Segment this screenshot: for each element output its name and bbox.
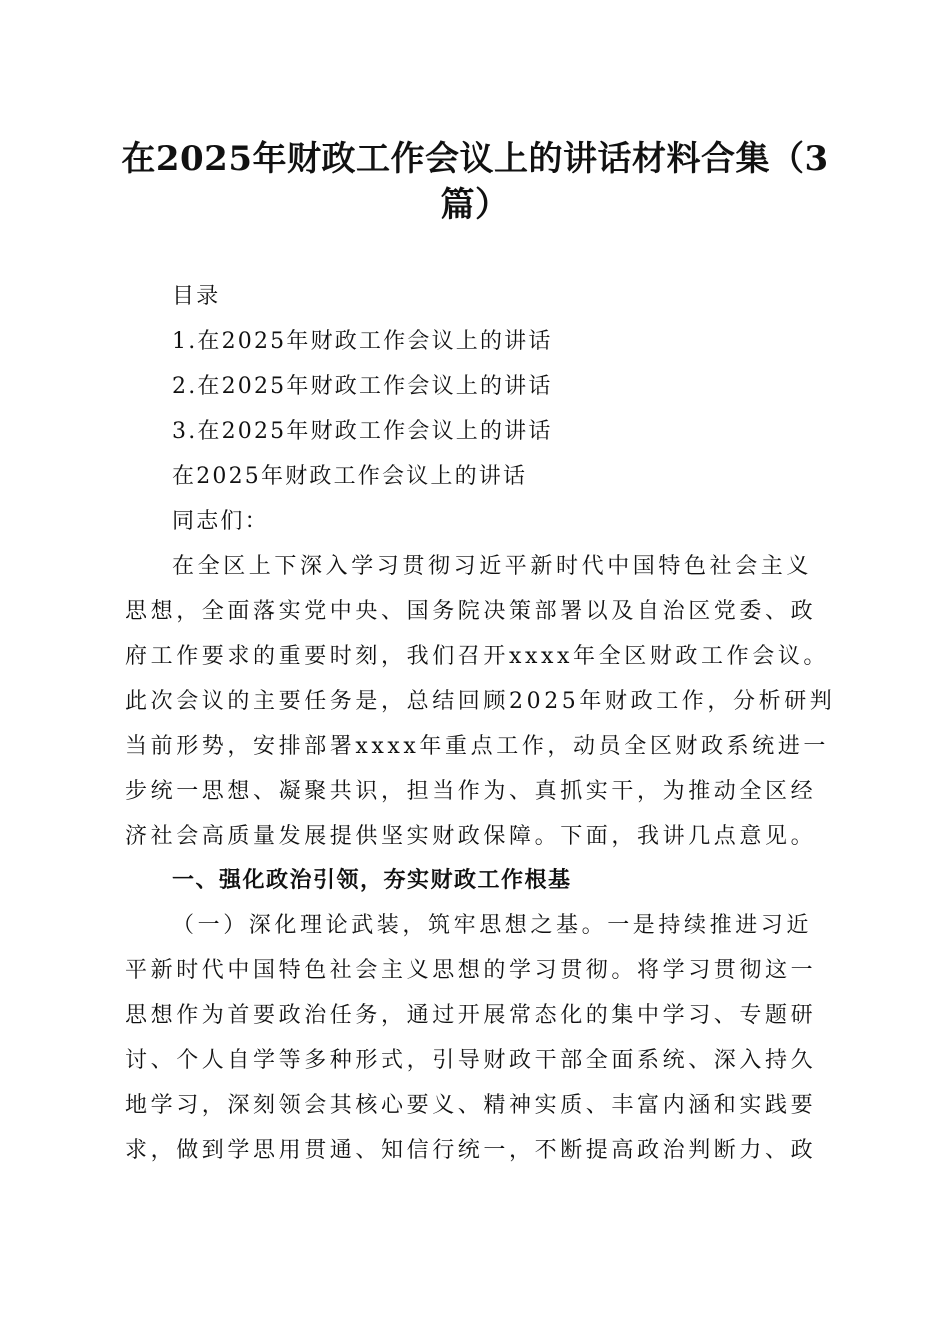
intro-line-6: 步统一思想、凝聚共识，担当作为、真抓实干，为推动全区经 [125, 779, 817, 804]
intro-line-1: 在全区上下深入学习贯彻习近平新时代中国特色社会主义 [172, 554, 813, 579]
section-line-2: 平新时代中国特色社会主义思想的学习贯彻。将学习贯彻这一 [125, 958, 817, 983]
section-line-4: 讨、个人自学等多种形式，引导财政干部全面系统、深入持久 [125, 1048, 817, 1073]
salutation: 同志们： [172, 509, 269, 534]
section-heading: 一、强化政治引领，夯实财政工作根基 [172, 868, 572, 893]
intro-line-5: 当前形势，安排部署xxxx年重点工作，动员全区财政系统进一 [125, 734, 830, 759]
intro-line-3: 府工作要求的重要时刻，我们召开xxxx年全区财政工作会议。 [125, 644, 830, 669]
toc-item-2[interactable]: 2.在2025年财政工作会议上的讲话 [172, 374, 553, 399]
toc-heading: 目录 [172, 284, 221, 309]
section-line-3: 思想作为首要政治任务，通过开展常态化的集中学习、专题研 [125, 1003, 817, 1028]
toc-item-3[interactable]: 3.在2025年财政工作会议上的讲话 [172, 419, 553, 444]
section-line-6: 求，做到学思用贯通、知信行统一，不断提高政治判断力、政 [125, 1138, 817, 1163]
section-line-1: （一）深化理论武装，筑牢思想之基。一是持续推进习近 [172, 913, 813, 938]
document-title: 在2025年财政工作会议上的讲话材料合集（3篇） [121, 139, 829, 225]
intro-line-4: 此次会议的主要任务是，总结回顾2025年财政工作，分析研判 [125, 689, 836, 714]
intro-line-7: 济社会高质量发展提供坚实财政保障。下面，我讲几点意见。 [125, 824, 817, 849]
toc-item-1[interactable]: 1.在2025年财政工作会议上的讲话 [172, 329, 553, 354]
section-line-5: 地学习，深刻领会其核心要义、精神实质、丰富内涵和实践要 [125, 1093, 817, 1118]
speech-title: 在2025年财政工作会议上的讲话 [172, 464, 528, 489]
intro-line-2: 思想，全面落实党中央、国务院决策部署以及自治区党委、政 [125, 599, 817, 624]
